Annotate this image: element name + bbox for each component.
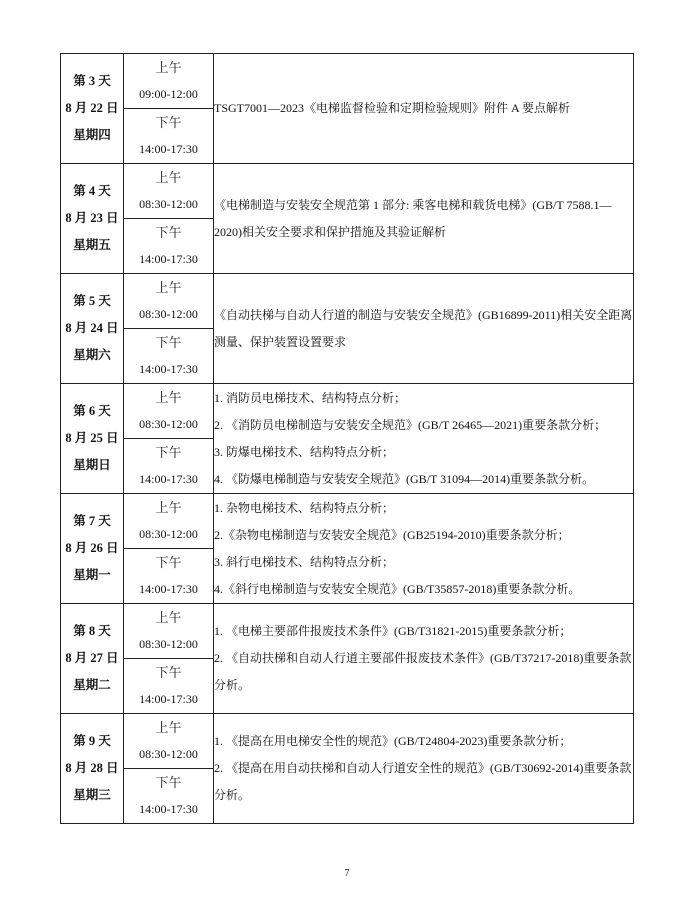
day-date: 8 月 26 日 (65, 541, 119, 555)
day-weekday: 星期四 (73, 128, 111, 142)
afternoon-session (124, 439, 214, 494)
day-cell (61, 714, 124, 824)
morning-time: 08:30-12:00 (139, 307, 198, 321)
course-content (214, 274, 634, 384)
schedule-row (61, 54, 634, 109)
day-number: 第 9 天 (73, 734, 111, 748)
page-number: 7 (344, 868, 350, 879)
day-cell (61, 384, 124, 494)
schedule-row (61, 164, 634, 219)
afternoon-label: 下午 (155, 225, 182, 240)
morning-session (124, 54, 214, 109)
content-item: 1. 《提高在用电梯安全性的规范》(GB/T24804-2023)重要条款分析； (214, 734, 572, 748)
morning-time: 08:30-12:00 (139, 527, 198, 541)
day-date: 8 月 27 日 (65, 651, 119, 665)
morning-label: 上午 (155, 60, 182, 75)
content-item: 1. 杂物电梯技术、结构特点分析； (214, 500, 395, 515)
content-item: 3. 防爆电梯技术、结构特点分析； (214, 444, 395, 459)
afternoon-time: 14:00-17:30 (139, 472, 198, 486)
course-content (214, 494, 634, 604)
schedule-body (61, 54, 634, 824)
morning-time: 08:30-12:00 (139, 747, 198, 761)
morning-label: 上午 (155, 500, 182, 515)
morning-label: 上午 (155, 170, 182, 185)
day-number: 第 5 天 (73, 294, 111, 308)
afternoon-time: 14:00-17:30 (139, 802, 198, 816)
afternoon-label: 下午 (155, 775, 182, 790)
content-item: 1. 消防员电梯技术、结构特点分析； (214, 390, 407, 405)
afternoon-time: 14:00-17:30 (139, 582, 198, 596)
day-date: 8 月 28 日 (65, 761, 119, 775)
day-weekday: 星期三 (73, 788, 111, 802)
day-number: 第 7 天 (73, 514, 111, 528)
day-weekday: 星期五 (73, 238, 111, 252)
afternoon-label: 下午 (155, 665, 182, 680)
schedule-table (60, 53, 634, 824)
afternoon-session (124, 769, 214, 824)
day-date: 8 月 23 日 (65, 211, 119, 225)
afternoon-time: 14:00-17:30 (139, 362, 198, 376)
course-content (214, 714, 634, 824)
course-content (214, 604, 634, 714)
morning-label: 上午 (155, 610, 182, 625)
morning-session (124, 604, 214, 659)
day-weekday: 星期六 (73, 348, 111, 362)
afternoon-label: 下午 (155, 335, 182, 350)
course-content (214, 384, 634, 494)
afternoon-time: 14:00-17:30 (139, 142, 198, 156)
morning-time: 08:30-12:00 (139, 637, 198, 651)
schedule-row (61, 604, 634, 659)
morning-time: 08:30-12:00 (139, 197, 198, 211)
day-number: 第 4 天 (73, 184, 111, 198)
day-number: 第 3 天 (73, 74, 111, 88)
schedule-row (61, 384, 634, 439)
day-cell (61, 164, 124, 274)
content-item: 1. 《电梯主要部件报废技术条件》(GB/T31821-2015)重要条款分析； (214, 624, 572, 638)
content-item: 2. 《消防员电梯制造与安装安全规范》(GB/T 26465—2021)重要条款分析； (214, 417, 607, 432)
morning-session (124, 494, 214, 549)
schedule-row (61, 274, 634, 329)
afternoon-session (124, 109, 214, 164)
morning-label: 上午 (155, 280, 182, 295)
morning-session (124, 384, 214, 439)
afternoon-label: 下午 (155, 445, 182, 460)
day-cell (61, 604, 124, 714)
afternoon-session (124, 659, 214, 714)
content-item: 2. 《提高在用自动扶梯和自动人行道安全性的规范》(GB/T30692-2014)重要条款分析。 (214, 761, 632, 802)
day-cell (61, 274, 124, 384)
schedule-row (61, 714, 634, 769)
morning-session (124, 164, 214, 219)
day-date: 8 月 22 日 (65, 101, 119, 115)
afternoon-session (124, 219, 214, 274)
morning-time: 08:30-12:00 (139, 417, 198, 431)
day-cell (61, 494, 124, 604)
content-item: 2. 《自动扶梯和自动人行道主要部件报废技术条件》(GB/T37217-2018)重要条款分析。 (214, 651, 632, 692)
morning-time: 09:00-12:00 (139, 87, 198, 101)
day-cell (61, 54, 124, 164)
morning-session (124, 714, 214, 769)
afternoon-session (124, 329, 214, 384)
afternoon-label: 下午 (155, 555, 182, 570)
content-item: 2.《杂物电梯制造与安装安全规范》(GB25194-2010)重要条款分析； (214, 527, 570, 542)
afternoon-time: 14:00-17:30 (139, 252, 198, 266)
day-weekday: 星期日 (73, 458, 111, 472)
morning-label: 上午 (155, 720, 182, 735)
content-item: 4. 《防爆电梯制造与安装安全规范》(GB/T 31094—2014)重要条款分析。 (214, 471, 595, 486)
morning-label: 上午 (155, 390, 182, 405)
day-number: 第 8 天 (73, 624, 111, 638)
morning-session (124, 274, 214, 329)
day-weekday: 星期一 (73, 568, 111, 582)
day-date: 8 月 25 日 (65, 431, 119, 445)
content-item: 《自动扶梯与自动人行道的制造与安装安全规范》(GB16899-2011)相关安全距离测量、保护装置设置要求 (214, 307, 633, 349)
day-weekday: 星期二 (73, 678, 111, 692)
course-content (214, 164, 634, 274)
afternoon-time: 14:00-17:30 (139, 692, 198, 706)
afternoon-label: 下午 (155, 115, 182, 130)
content-item: 《电梯制造与安装安全规范第 1 部分: 乘客电梯和载货电梯》(GB/T 7588.1—2020)相关安全要求和保护措施及其验证解析 (214, 197, 612, 239)
course-content (214, 54, 634, 164)
day-number: 第 6 天 (73, 404, 111, 418)
day-date: 8 月 24 日 (65, 321, 119, 335)
afternoon-session (124, 549, 214, 604)
schedule-row (61, 494, 634, 549)
content-item: TSGT7001—2023《电梯监督检验和定期检验规则》附件 A 要点解析 (214, 101, 571, 115)
content-item: 4.《斜行电梯制造与安装安全规范》(GB/T35857-2018)重要条款分析。 (214, 581, 581, 596)
content-item: 3. 斜行电梯技术、结构特点分析； (214, 554, 395, 569)
